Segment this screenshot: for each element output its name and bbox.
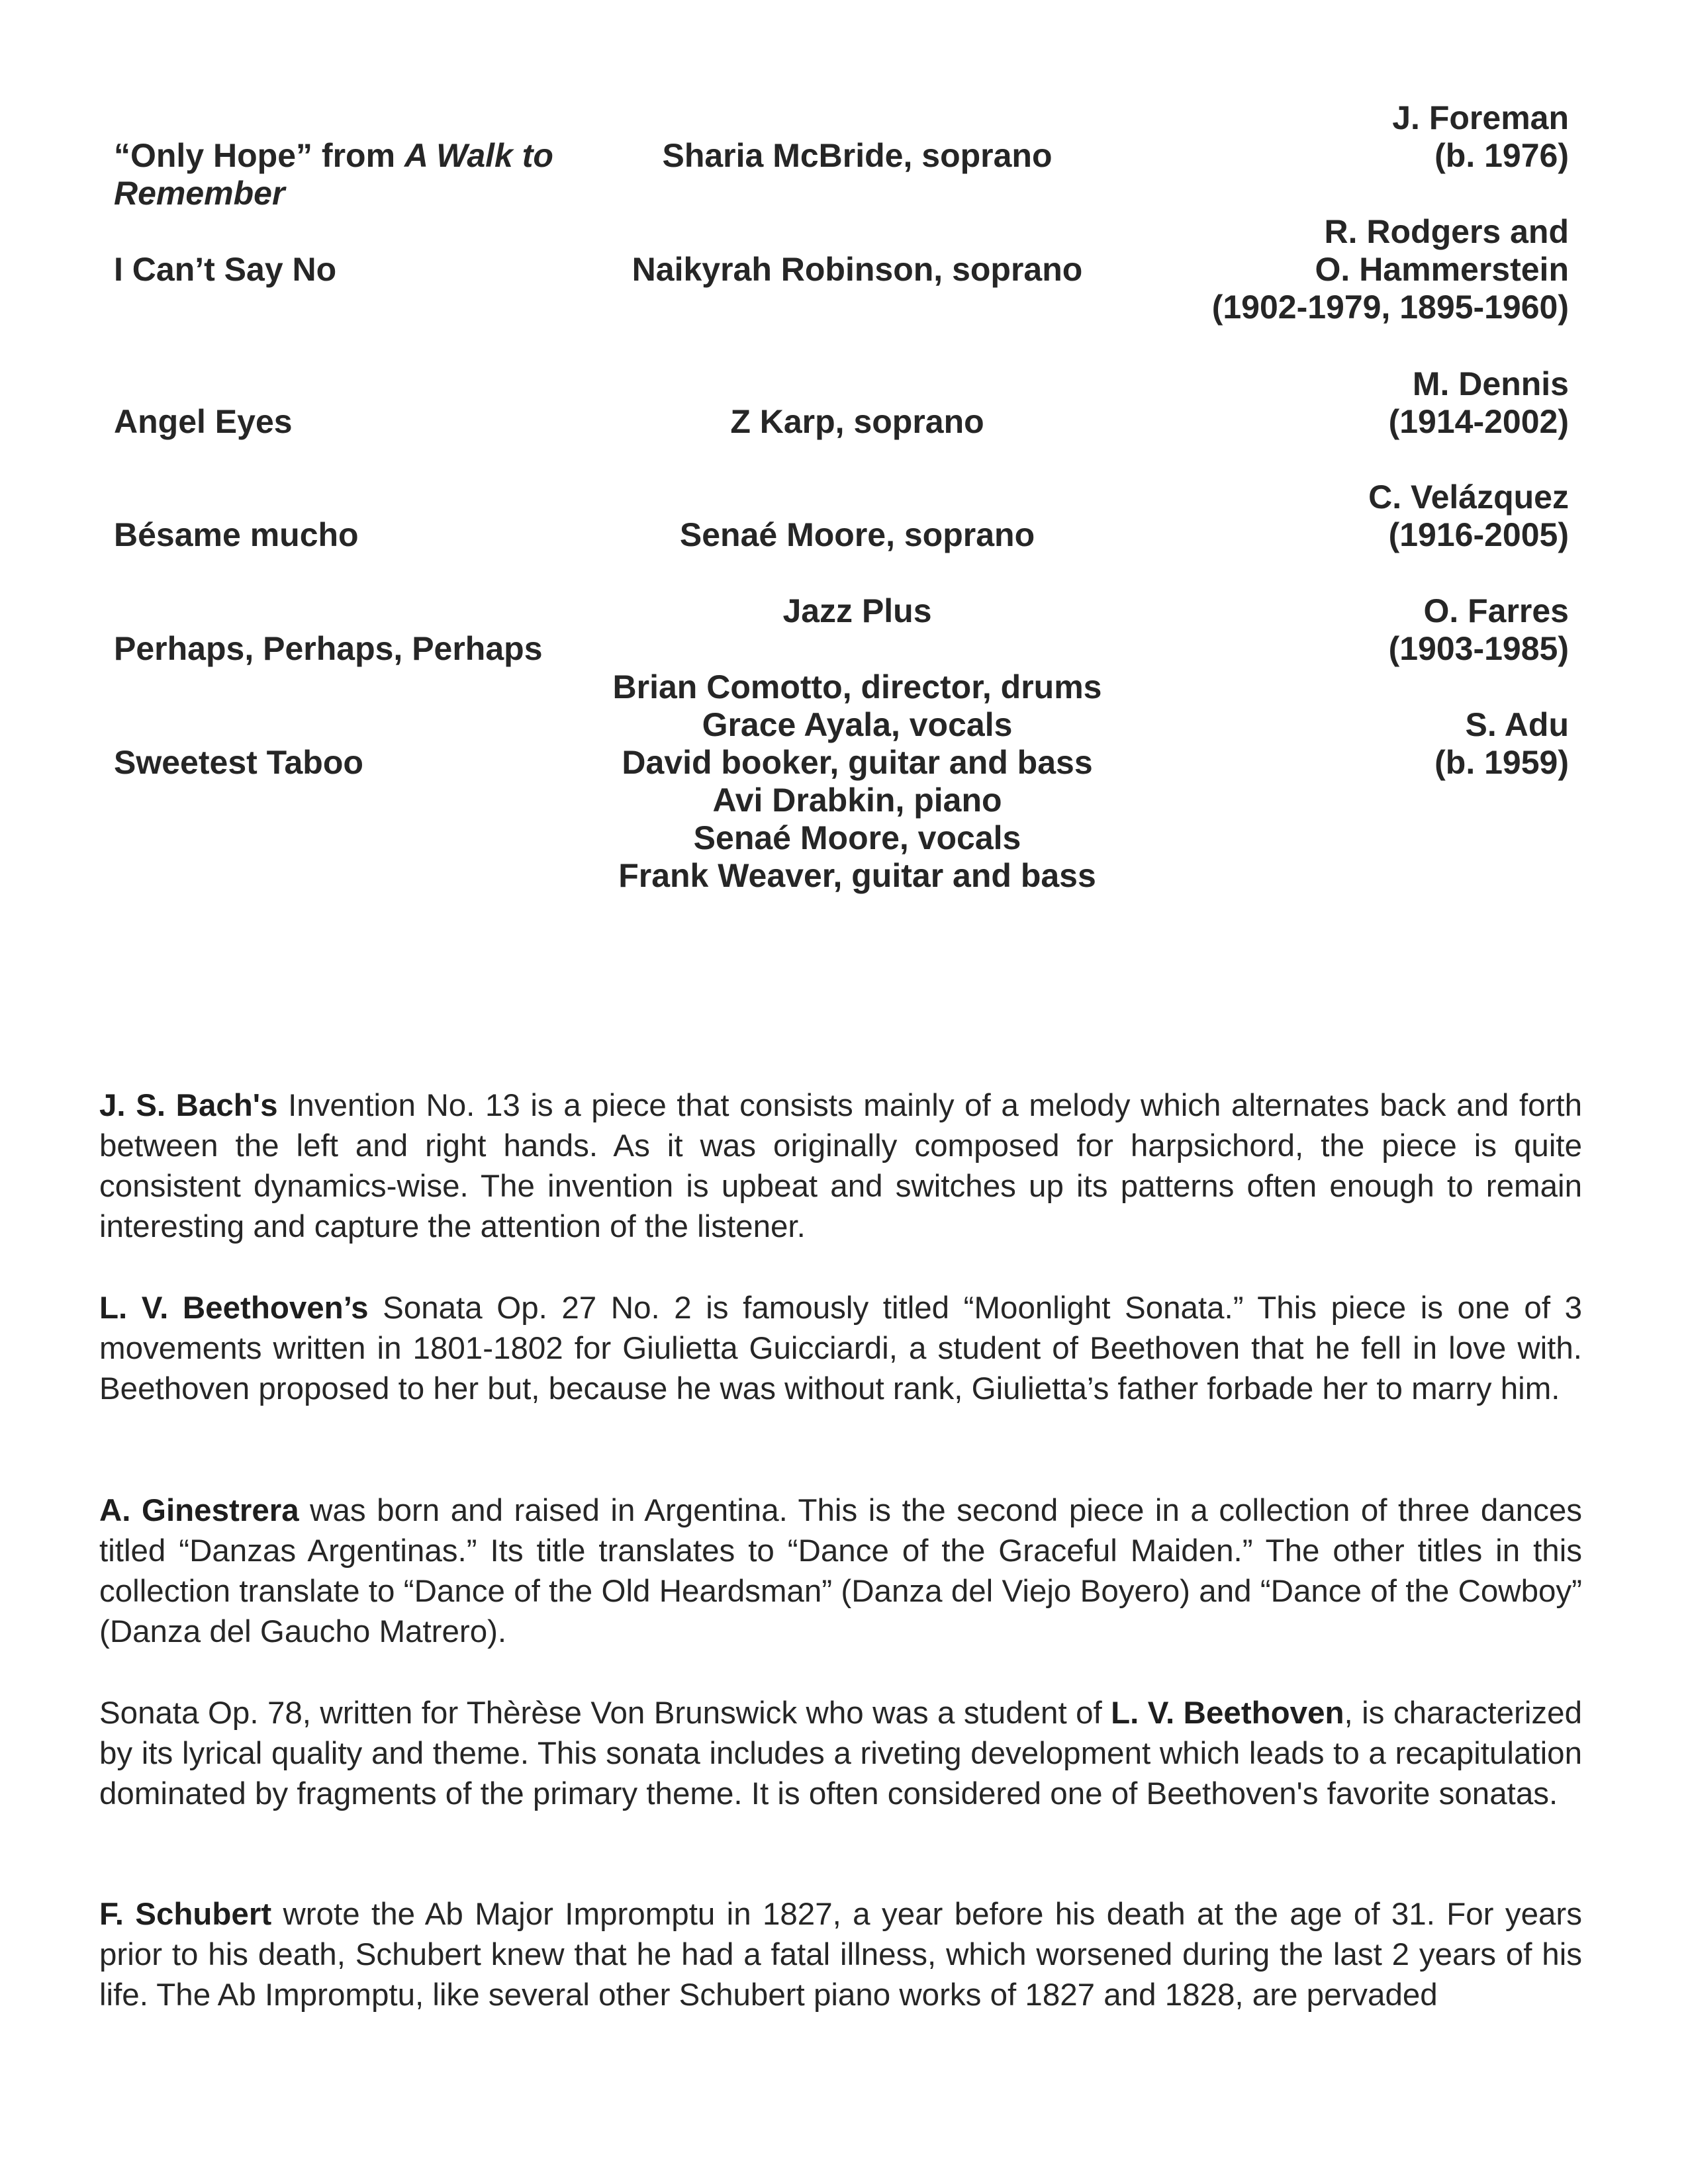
ensemble-member: Avi Drabkin, piano — [712, 782, 1002, 819]
composer: C. Velázquez (1916-2005) — [1368, 478, 1569, 553]
composer-name: L. V. Beethoven — [1111, 1696, 1344, 1731]
ensemble-name: Jazz Plus — [782, 592, 932, 629]
piece-title: “Only Hope” from A Walk to Remember — [114, 137, 577, 212]
composer: M. Dennis (1914-2002) — [1388, 365, 1569, 440]
note-paragraph: L. V. Beethoven’s Sonata Op. 27 No. 2 is famously titled “Moonlight Sonata.” This piece is one of 3 movements written in 1801-1802 for Giulietta Guicciardi, a student of Beethoven that he fell in love with. Beethoven proposed to her but, because he was without rank, Giulietta’s father forbade her to marry him. — [99, 1291, 1583, 1406]
piece-title: I Can’t Say No — [114, 251, 337, 288]
composer-name: F. Schubert — [99, 1897, 272, 1932]
piece-title: Angel Eyes — [114, 403, 293, 440]
ensemble-member: Senaé Moore, vocals — [693, 819, 1021, 856]
note-paragraph: F. Schubert wrote the Ab Major Impromptu in 1827, a year before his death at the age of 31. For years prior to his death, Schubert knew that he had a fatal illness, which worsened during the last 2 years of his life. The Ab Impromptu, like several other Schubert piano works of 1827 and 1828, are pervaded — [99, 1897, 1582, 2013]
performer: Sharia McBride, soprano — [662, 137, 1053, 174]
composer: S. Adu (b. 1959) — [1434, 706, 1569, 781]
performer: Naikyrah Robinson, soprano — [632, 251, 1083, 288]
ensemble-member: David booker, guitar and bass — [622, 744, 1093, 781]
note-paragraph: A. Ginestrera was born and raised in Argentina. This is the second piece in a collection of three dances titled “Danzas Argentinas.” Its title translates to “Dance of the Graceful Maiden.” The other titles in this collection translate to “Dance of the Old Heardsman” (Danza del Viejo Boyero) and “Dance of the Cowboy” (Danza del Gaucho Matrero). — [99, 1493, 1582, 1649]
performer: Senaé Moore, soprano — [679, 516, 1035, 553]
note-paragraph: J. S. Bach's Invention No. 13 is a piece that consists mainly of a melody which alternates back and forth between the left and right hands. As it was originally composed for harpsichord, the piece is quite consistent dynamics-wise. The invention is upbeat and switches up its patterns often enough to remain interesting and capture the attention of the listener. — [99, 1088, 1582, 1244]
piece-title: Sweetest Taboo — [114, 744, 363, 781]
ensemble-member: Frank Weaver, guitar and bass — [618, 857, 1096, 894]
composer-name: J. S. Bach's — [99, 1088, 278, 1123]
composer: O. Farres (1903-1985) — [1388, 592, 1569, 667]
composer-name: A. Ginestrera — [99, 1493, 299, 1528]
piece-title-italic: A Walk to — [404, 137, 553, 174]
composer-name: L. V. Beethoven’s — [99, 1291, 369, 1326]
composer: R. Rodgers and O. Hammerstein (1902-1979, 1895-1960) — [1211, 213, 1569, 326]
composer: J. Foreman (b. 1976) — [1392, 99, 1569, 174]
ensemble-member: Grace Ayala, vocals — [702, 706, 1013, 743]
piece-title: Perhaps, Perhaps, Perhaps — [114, 630, 543, 667]
ensemble-members — [583, 668, 1132, 895]
performer: Z Karp, soprano — [730, 403, 984, 440]
note-paragraph: Sonata Op. 78, written for Thèrèse Von Brunswick who was a student of L. V. Beethoven, is characterized by its lyrical quality and theme. This sonata includes a riveting development which leads to a recapitulation dominated by fragments of the primary theme. It is often considered one of Beethoven's favorite sonatas. — [99, 1696, 1582, 1811]
ensemble-member: Brian Comotto, director, drums — [612, 668, 1102, 705]
piece-title-italic: Remember — [114, 175, 285, 212]
piece-title: Bésame mucho — [114, 516, 359, 553]
